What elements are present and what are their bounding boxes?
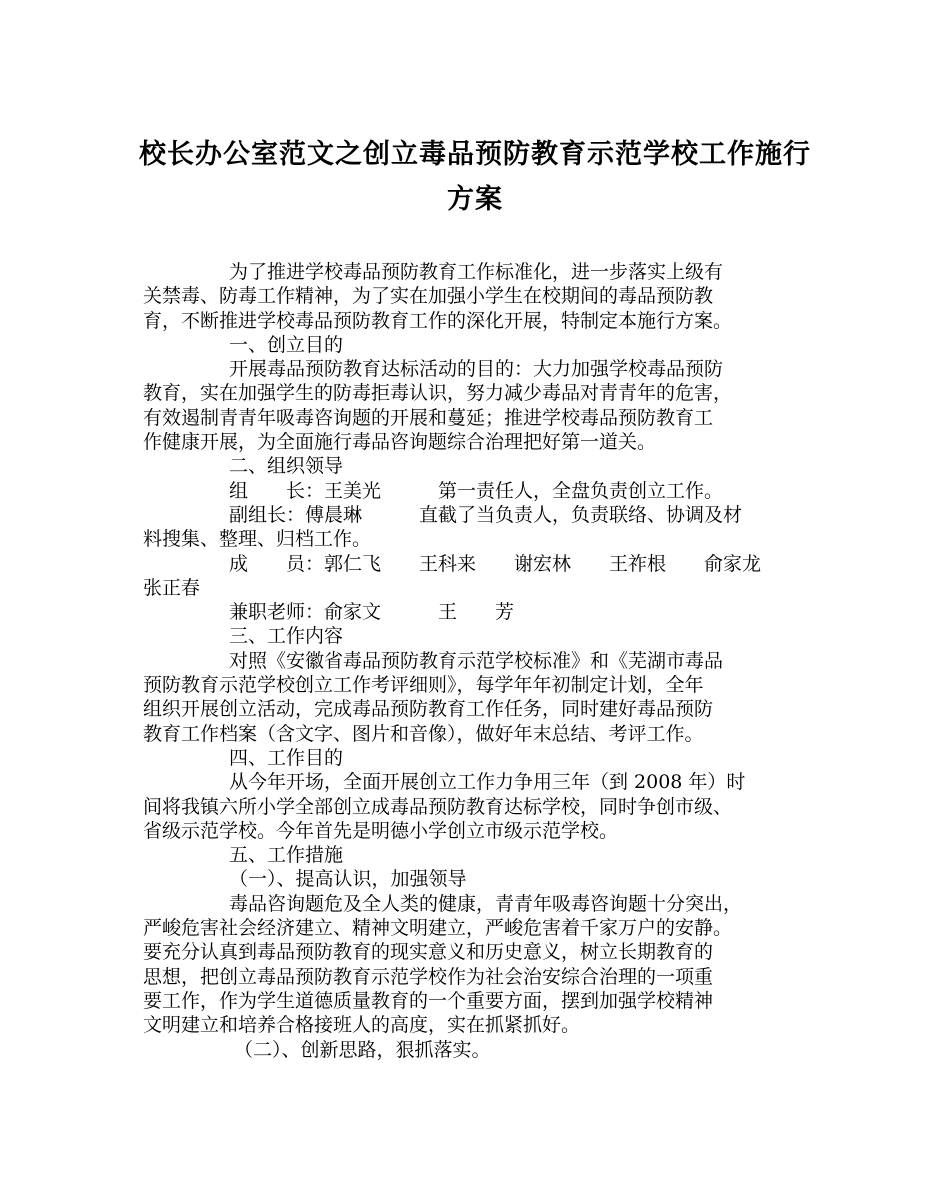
section-heading: 三、工作内容 [229,625,344,648]
paragraph-line: 关禁毒、防毒工作精神，为了实在加强小学生在校期间的毒品预防教 [143,285,714,308]
document-title-line-1: 校长办公室范文之创立毒品预防教育示范学校工作施行 [139,139,811,170]
paragraph-line: 间将我镇六所小学全部创立成毒品预防教育达标学校，同时争创市级、 [143,795,733,818]
paragraph-line: 严峻危害社会经济建立、精神文明建立，严峻危害着千家万户的安静。 [143,917,733,940]
paragraph-line: 组织开展创立活动，完成毒品预防教育工作任务，同时建好毒品预防 [143,698,714,721]
paragraph-line: 教育工作档案（含文字、图片和音像），做好年末总结、考评工作。 [143,722,704,745]
paragraph-line: 要工作，作为学生道德质量教育的一个重要方面，摆到加强学校精神 [143,989,714,1012]
section-heading: 四、工作目的 [229,746,344,769]
section-heading: 二、组织领导 [229,455,344,478]
paragraph-line: 省级示范学校。今年首先是明德小学创立市级示范学校。 [143,819,619,842]
team-leader-line: 组 长：王美光 第一责任人，全盘负责创立工作。 [229,479,724,502]
part-time-teachers-line: 兼职老师：俞家文 王 芳 [229,601,515,624]
paragraph-line: 预防教育示范学校创立工作考评细则》，每学年年初制定计划，全年 [143,674,704,697]
subsection-heading: （二）、创新思路，狠抓落实。 [234,1038,491,1061]
paragraph-line: 对照《安徽省毒品预防教育示范学校标准》和《芜湖市毒品 [229,649,724,672]
paragraph-line: 从今年开场，全面开展创立工作力争用三年（到 2008 年）时 [229,771,746,794]
paragraph-line: 文明建立和培养合格接班人的高度，实在抓紧抓好。 [143,1014,581,1037]
subsection-heading: （一）、提高认识，加强领导 [229,868,467,891]
paragraph-line: 开展毒品预防教育达标活动的目的：大力加强学校毒品预防 [229,358,724,381]
paragraph-line: 要充分认真到毒品预防教育的现实意义和历史意义，树立长期教育的 [143,941,714,964]
paragraph-line: 作健康开展，为全面施行毒品咨询题综合治理把好第一道关。 [143,431,657,454]
document-title-line-2: 方案 [447,184,503,215]
members-line: 成 员：郭仁飞 王科来 谢宏林 王祚根 俞家龙 [229,552,762,575]
document-body [143,260,833,1062]
section-heading: 一、创立目的 [229,333,344,356]
paragraph-line: 为了推进学校毒品预防教育工作标准化，进一步落实上级有 [229,261,724,283]
paragraph-line: 料搜集、整理、归档工作。 [143,528,372,551]
paragraph-line: 有效遏制青青年吸毒咨询题的开展和蔓延；推进学校毒品预防教育工 [143,406,714,429]
paragraph-line: 毒品咨询题危及全人类的健康，青青年吸毒咨询题十分突出， [229,892,743,915]
section-heading: 五、工作措施 [229,844,344,867]
members-line: 张正春 [143,576,201,599]
paragraph-line: 育，不断推进学校毒品预防教育工作的深化开展，特制定本施行方案。 [143,309,733,332]
paragraph-line: 教育，实在加强学生的防毒拒毒认识，努力减少毒品对青青年的危害， [143,382,733,405]
paragraph-line: 思想，把创立毒品预防教育示范学校作为社会治安综合治理的一项重 [143,965,714,988]
deputy-leader-line: 副组长：傅晨琳 直截了当负责人，负责联络、协调及材 [229,503,743,526]
